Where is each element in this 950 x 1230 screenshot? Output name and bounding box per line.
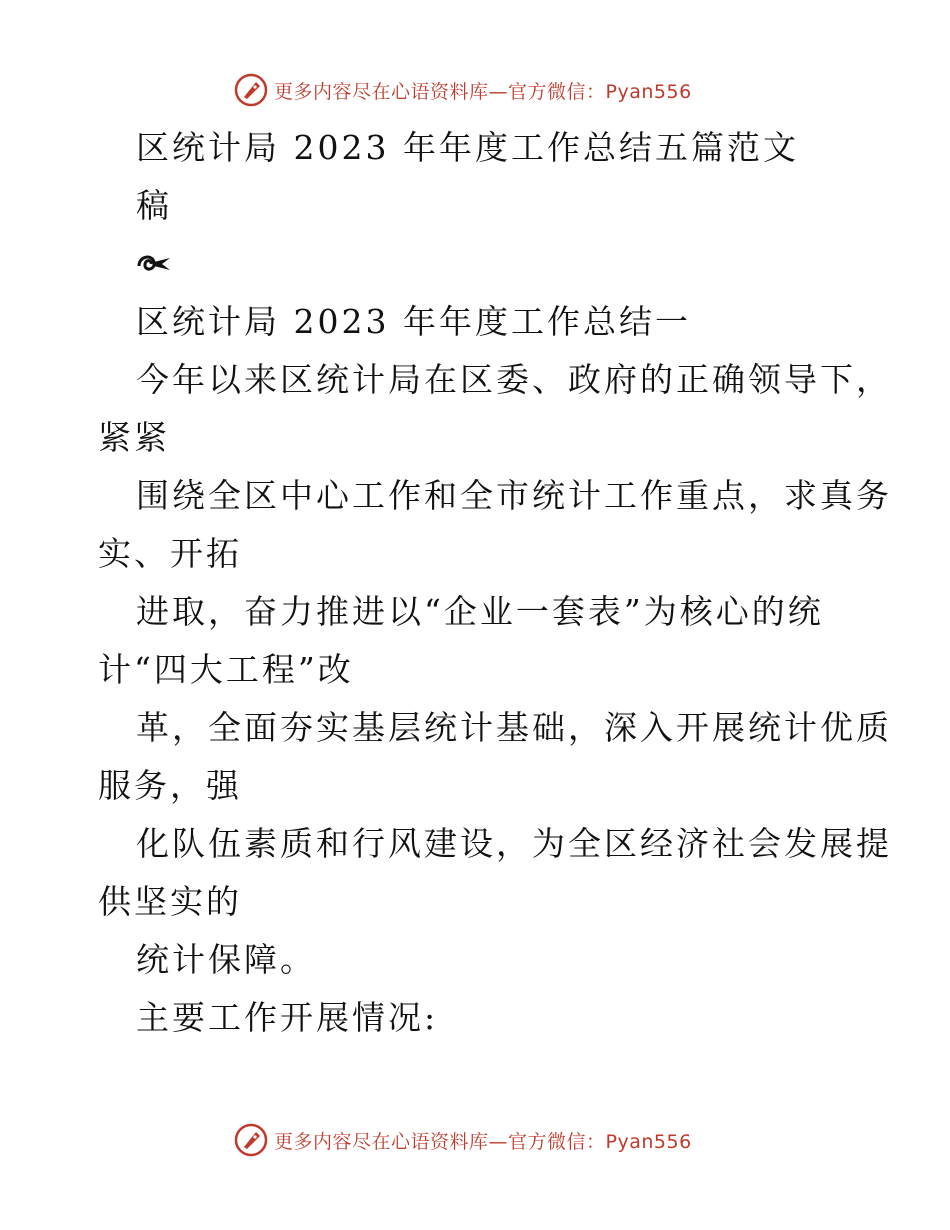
section-heading: 区统计局 2023 年年度工作总结一: [136, 302, 691, 341]
body-line: 主要工作开展情况:: [136, 998, 439, 1037]
header-banner: [234, 70, 692, 110]
fleuron-icon: [136, 248, 172, 278]
pen-nib-logo-icon: [234, 1123, 268, 1157]
body-line: 紧紧: [98, 418, 170, 457]
body-line: 化队伍素质和行风建设，为全区经济社会发展提: [136, 824, 892, 863]
doc-title-line-1: 区统计局 2023 年年度工作总结五篇范文: [136, 128, 799, 167]
header-banner-text: 更多内容尽在心语资料库—官方微信：Pyan556: [274, 80, 692, 103]
pen-nib-logo-icon: [234, 73, 268, 107]
body-line: 服务，强: [98, 766, 242, 805]
body-line: 统计保障。: [136, 940, 316, 979]
body-line: 实、开拓: [98, 534, 242, 573]
body-line: 今年以来区统计局在区委、政府的正确领导下，: [136, 360, 892, 399]
doc-title-line-2: 稿: [136, 186, 172, 225]
body-line: 围绕全区中心工作和全市统计工作重点，求真务: [136, 476, 892, 515]
footer-banner-text: 更多内容尽在心语资料库—官方微信：Pyan556: [274, 1130, 692, 1153]
body-line: 供坚实的: [98, 882, 242, 921]
footer-banner: [234, 1120, 692, 1160]
body-line: 革，全面夯实基层统计基础，深入开展统计优质: [136, 708, 892, 747]
body-line: 计“四大工程”改: [98, 650, 354, 689]
body-line: 进取，奋力推进以“企业一套表”为核心的统: [136, 592, 824, 631]
